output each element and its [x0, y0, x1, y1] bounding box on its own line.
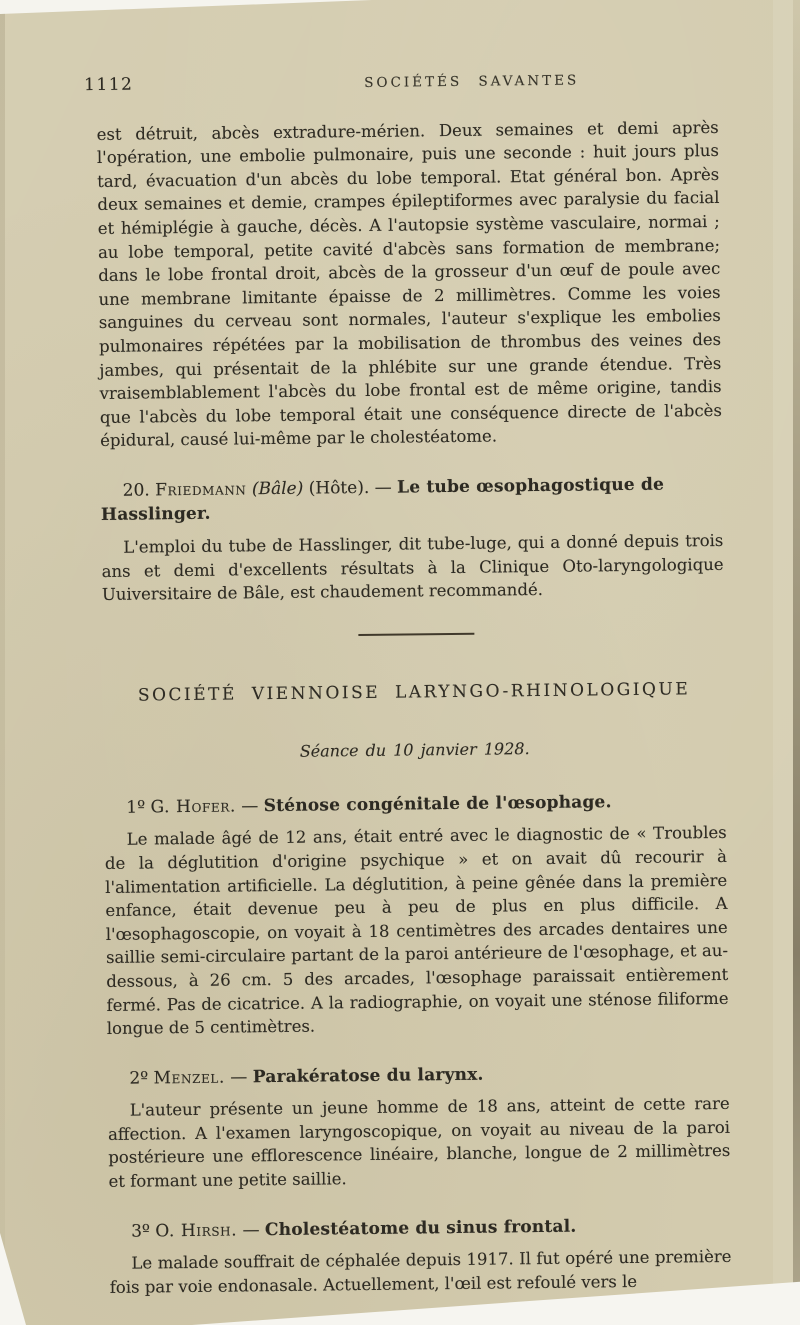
- continuation-paragraph: est détruit, abcès extradure-mérien. Deux semaines et demi après l'opération, une embolie pulmonaire, puis une seconde : huit jours plus tard, évacuation d'un abcès du lobe temporal. Etat général bon. Après deux semaines et demie, crampes épileptiformes avec paralysie du facial et hémiplégie à gauche, décès. A l'autopsie système vasculaire, normai ; au lobe temporal, petite cavité d'abcès sans formation de membrane; dans le lobe frontal droit, abcès de la grosseur d'un œuf de poule avec une membrane limitante épaisse de 2 millimètres. Comme les voies sanguines du cerveau sont normales, l'auteur s'explique les embolies pulmonaires répétées par la mobilisation de thrombus des veines des jambes, qui présentait de la phlébite sur une grande étendue. Très vraisemblablement l'abcès du lobe frontal est de même origine, tandis que l'abcès du lobe temporal était une conséquence directe de l'abcès épidural, causé lui-même par le cholestéatome.: [96, 117, 722, 451]
- society-heading: SOCIÉTÉ VIENNOISE LARYNGO-RHINOLOGIQUE: [137, 678, 691, 706]
- communication-2-heading: [107, 1060, 729, 1092]
- communication-title: Sténose congénitale de l'œsophage.: [263, 792, 612, 817]
- communication-1-body: Le malade âgé de 12 ans, était entré avec le diagnostic de « Troubles de la déglutition d'origine psychique » et on avait dû recourir à l'alimentation artificielle. La déglutition, à peine gênée dans la première enfance, était devenue peu à peu de plus en plus difficile. A l'œsophagoscopie, on voyait à 18 centimètres des arcades dentaires une saillie semi-circulaire partant de la paroi antérieure de l'œsophage, et au-dessous, à 26 cm. 5 des arcades, l'œsophage paraissait entièrement fermé. Pas de cicatrice. A la radiographie, on voyait une sténose filiforme longue de 5 centimètres.: [104, 823, 729, 1039]
- communication-title: Cholestéatome du sinus frontal.: [264, 1216, 577, 1240]
- running-title: SOCIÉTÉS SAVANTES: [364, 72, 580, 91]
- communication-author: O. Hirsh.: [155, 1220, 238, 1241]
- communication-affiliation-note: (Hôte).: [308, 477, 370, 499]
- paper-right-highlight: [773, 0, 793, 1325]
- section-divider-rule: [358, 632, 474, 635]
- heading-dash: —: [242, 1219, 260, 1241]
- communication-author: Menzel.: [153, 1067, 226, 1089]
- communication-number: 20.: [122, 480, 150, 501]
- communication-title: Parakératose du larynx.: [252, 1064, 484, 1088]
- communication-author: Friedmann: [155, 479, 247, 501]
- communication-affiliation: (Bâle): [251, 478, 304, 500]
- communication-1-heading: [104, 789, 726, 821]
- heading-dash: —: [230, 1067, 248, 1088]
- communication-author: G. Hofer.: [150, 796, 237, 818]
- page-number: 1112: [84, 74, 134, 96]
- scan-edge-right-shadow: [793, 0, 800, 1325]
- communication-20-heading: [101, 472, 724, 528]
- page-content: [84, 67, 732, 1299]
- communication-3-heading: [109, 1212, 731, 1244]
- communication-20-body: L'emploi du tube de Hasslinger, dit tube-luge, qui a donné depuis trois ans et demi d'excellents résultats à la Clinique Oto-laryngologique Uuiversitaire de Bâle, est chaudement recommandé.: [101, 530, 724, 605]
- session-date-line: Séance du 10 janvier 1928.: [299, 739, 530, 762]
- communication-3-body: Le malade souffrait de céphalée depuis 1917. Il fut opéré une première fois par voie endonasale. Actuellement, l'œil est refoulé vers le: [109, 1246, 732, 1297]
- communication-number: 2º: [129, 1068, 149, 1089]
- heading-dash: —: [241, 796, 259, 817]
- heading-dash: —: [374, 477, 392, 498]
- communication-title: Le tube œsophagostique de Hasslinger.: [100, 474, 665, 526]
- communication-2-body: L'auteur présente un jeune homme de 18 ans, atteint de cette rare affection. A l'examen laryngoscopique, on voyait au niveau de la paroi postérieure une efflorescence linéaire, blanche, longue de 2 millimètres et formant une petite saillie.: [107, 1094, 731, 1191]
- scan-edge-left-shadow: [0, 0, 5, 1325]
- communication-number: 3º: [131, 1221, 151, 1242]
- communication-number: 1º: [126, 797, 146, 818]
